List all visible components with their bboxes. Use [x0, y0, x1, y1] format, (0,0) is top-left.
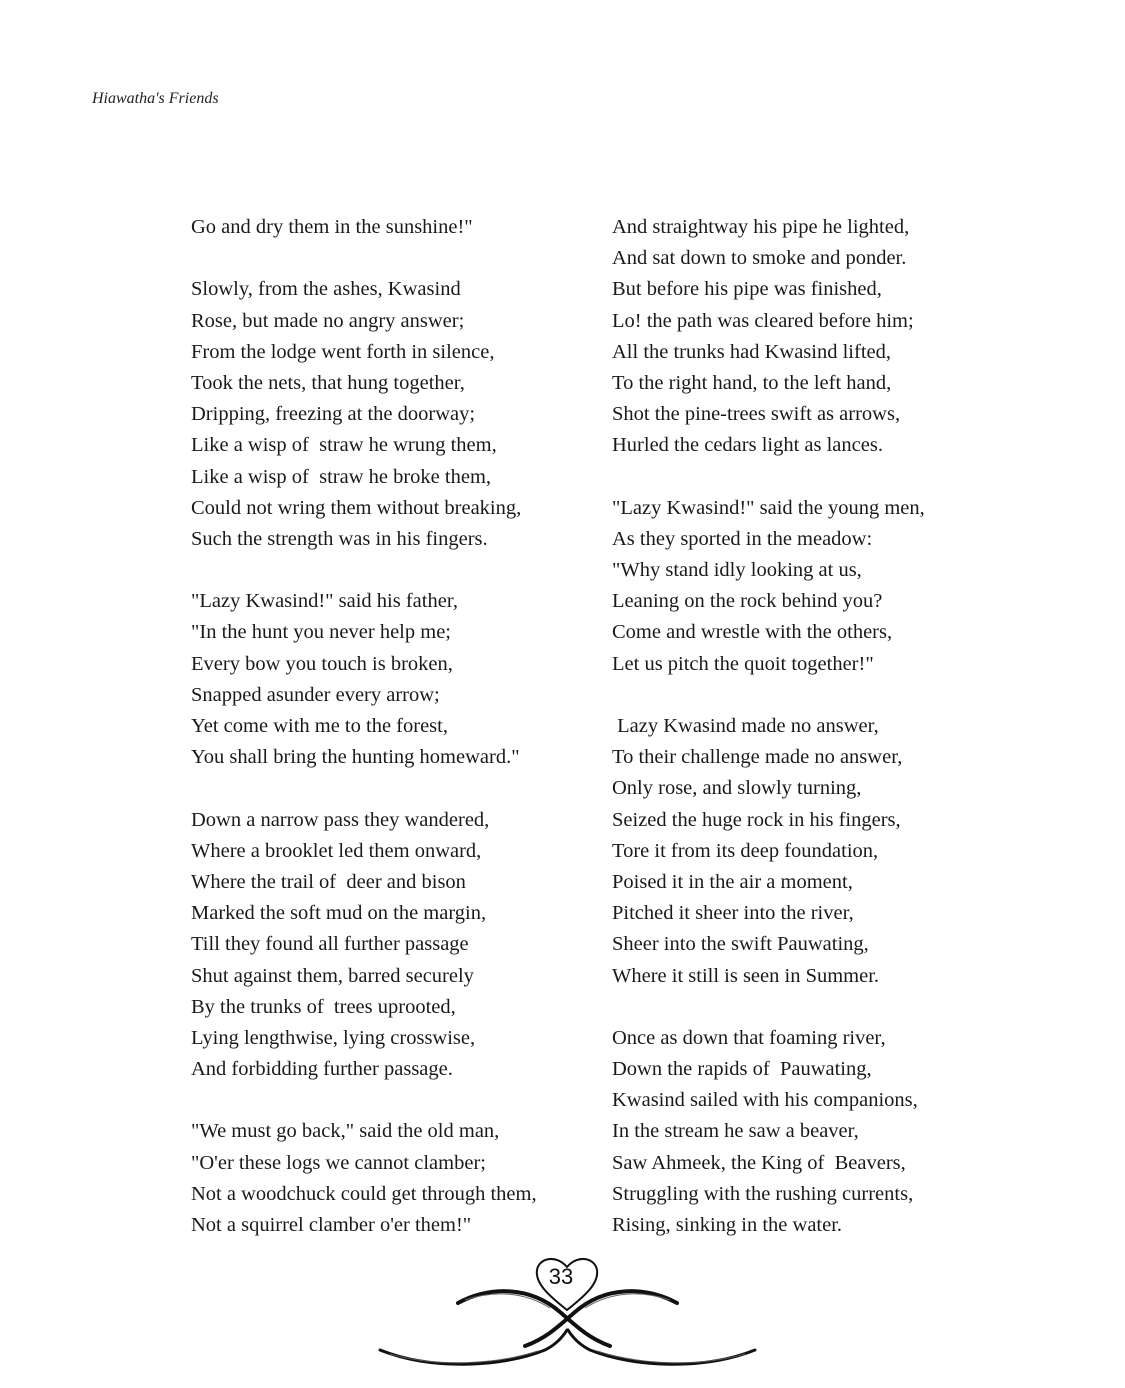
poem-line: And forbidding further passage. — [191, 1058, 453, 1081]
poem-line: Down a narrow pass they wandered, — [191, 808, 490, 831]
page-number: 33 — [548, 1264, 574, 1289]
poem-line: Like a wisp of straw he broke them, — [191, 465, 492, 488]
poem-line: "In the hunt you never help me; — [191, 621, 451, 644]
poem-line: Down the rapids of Pauwating, — [612, 1058, 872, 1081]
stanza — [191, 1116, 537, 1241]
poem-line: Let us pitch the quoit together!" — [612, 652, 874, 675]
poem-column-left — [191, 212, 537, 1241]
stanza — [612, 1023, 925, 1241]
poem-line: "Why stand idly looking at us, — [612, 559, 862, 582]
poem-line: To their challenge made no answer, — [612, 746, 903, 769]
poem-column-right — [612, 212, 925, 1241]
poem-line: By the trunks of trees uprooted, — [191, 995, 456, 1018]
poem-line: Yet come with me to the forest, — [191, 715, 448, 737]
poem-line: Lo! the path was cleared before him; — [612, 309, 914, 332]
poem-line: Where the trail of deer and bison — [191, 870, 466, 893]
stanza — [191, 586, 537, 773]
poem-line: All the trunks had Kwasind lifted, — [612, 340, 891, 363]
poem-line: Where a brooklet led them onward, — [191, 839, 482, 862]
poem-line: Lazy Kwasind made no answer, — [612, 715, 879, 737]
poem-line: As they sported in the meadow: — [612, 527, 873, 550]
poem-line: But before his pipe was finished, — [612, 278, 882, 301]
poem-line: Slowly, from the ashes, Kwasind — [191, 278, 461, 301]
poem-line: Where it still is seen in Summer. — [612, 964, 880, 987]
poem-line: Go and dry them in the sunshine!" — [191, 216, 473, 238]
stanza — [612, 493, 925, 680]
poem-line: And sat down to smoke and ponder. — [612, 247, 907, 270]
poem-line: Only rose, and slowly turning, — [612, 777, 862, 800]
poem-line: Marked the soft mud on the margin, — [191, 902, 487, 925]
poem-line: "We must go back," said the old man, — [191, 1120, 500, 1143]
poem-line: Pitched it sheer into the river, — [612, 902, 854, 925]
poem-line: You shall bring the hunting homeward." — [191, 746, 520, 769]
poem-line: Struggling with the rushing currents, — [612, 1182, 914, 1205]
poem-line: Like a wisp of straw he wrung them, — [191, 434, 497, 457]
poem-line: Shut against them, barred securely — [191, 964, 474, 987]
poem-line: Shot the pine-trees swift as arrows, — [612, 403, 901, 426]
poem-line: In the stream he saw a beaver, — [612, 1120, 859, 1143]
poem-line: "Lazy Kwasind!" said the young men, — [612, 496, 925, 519]
stanza — [191, 212, 537, 243]
poem-line: To the right hand, to the left hand, — [612, 371, 892, 394]
poem-line: Poised it in the air a moment, — [612, 870, 853, 893]
poem-line: Not a squirrel clamber o'er them!" — [191, 1214, 472, 1236]
poem-line: From the lodge went forth in silence, — [191, 340, 495, 363]
poem-line: Every bow you touch is broken, — [191, 652, 453, 675]
poem-line: Saw Ahmeek, the King of Beavers, — [612, 1151, 906, 1174]
poem-line: Snapped asunder every arrow; — [191, 683, 440, 706]
poem-line: Not a woodchuck could get through them, — [191, 1182, 537, 1205]
stanza — [191, 274, 537, 555]
poem-line: "O'er these logs we cannot clamber; — [191, 1151, 486, 1174]
poem-line: Rising, sinking in the water. — [612, 1214, 843, 1236]
poem-line: Kwasind sailed with his companions, — [612, 1089, 918, 1112]
poem-line: Dripping, freezing at the doorway; — [191, 403, 476, 426]
poem-line: "Lazy Kwasind!" said his father, — [191, 590, 458, 613]
poem-line: Seized the huge rock in his fingers, — [612, 808, 901, 831]
stanza — [612, 212, 925, 462]
running-header: Hiawatha's Friends — [92, 90, 219, 107]
poem-line: Could not wring them without breaking, — [191, 496, 522, 519]
poem-line: Rose, but made no angry answer; — [191, 309, 465, 332]
poem-line: Such the strength was in his fingers. — [191, 527, 488, 550]
poem-line: Lying lengthwise, lying crosswise, — [191, 1026, 476, 1049]
poem-line: Till they found all further passage — [191, 933, 469, 956]
poem-line: Hurled the cedars light as lances. — [612, 434, 883, 457]
poem-line: And straightway his pipe he lighted, — [612, 216, 910, 238]
poem-line: Come and wrestle with the others, — [612, 621, 893, 644]
poem-line: Leaning on the rock behind you? — [612, 590, 883, 613]
poem-line: Tore it from its deep foundation, — [612, 839, 879, 862]
stanza — [612, 711, 925, 992]
poem-line: Took the nets, that hung together, — [191, 371, 465, 394]
poem-line: Sheer into the swift Pauwating, — [612, 933, 869, 956]
stanza — [191, 805, 537, 1086]
poem-line: Once as down that foaming river, — [612, 1026, 886, 1049]
